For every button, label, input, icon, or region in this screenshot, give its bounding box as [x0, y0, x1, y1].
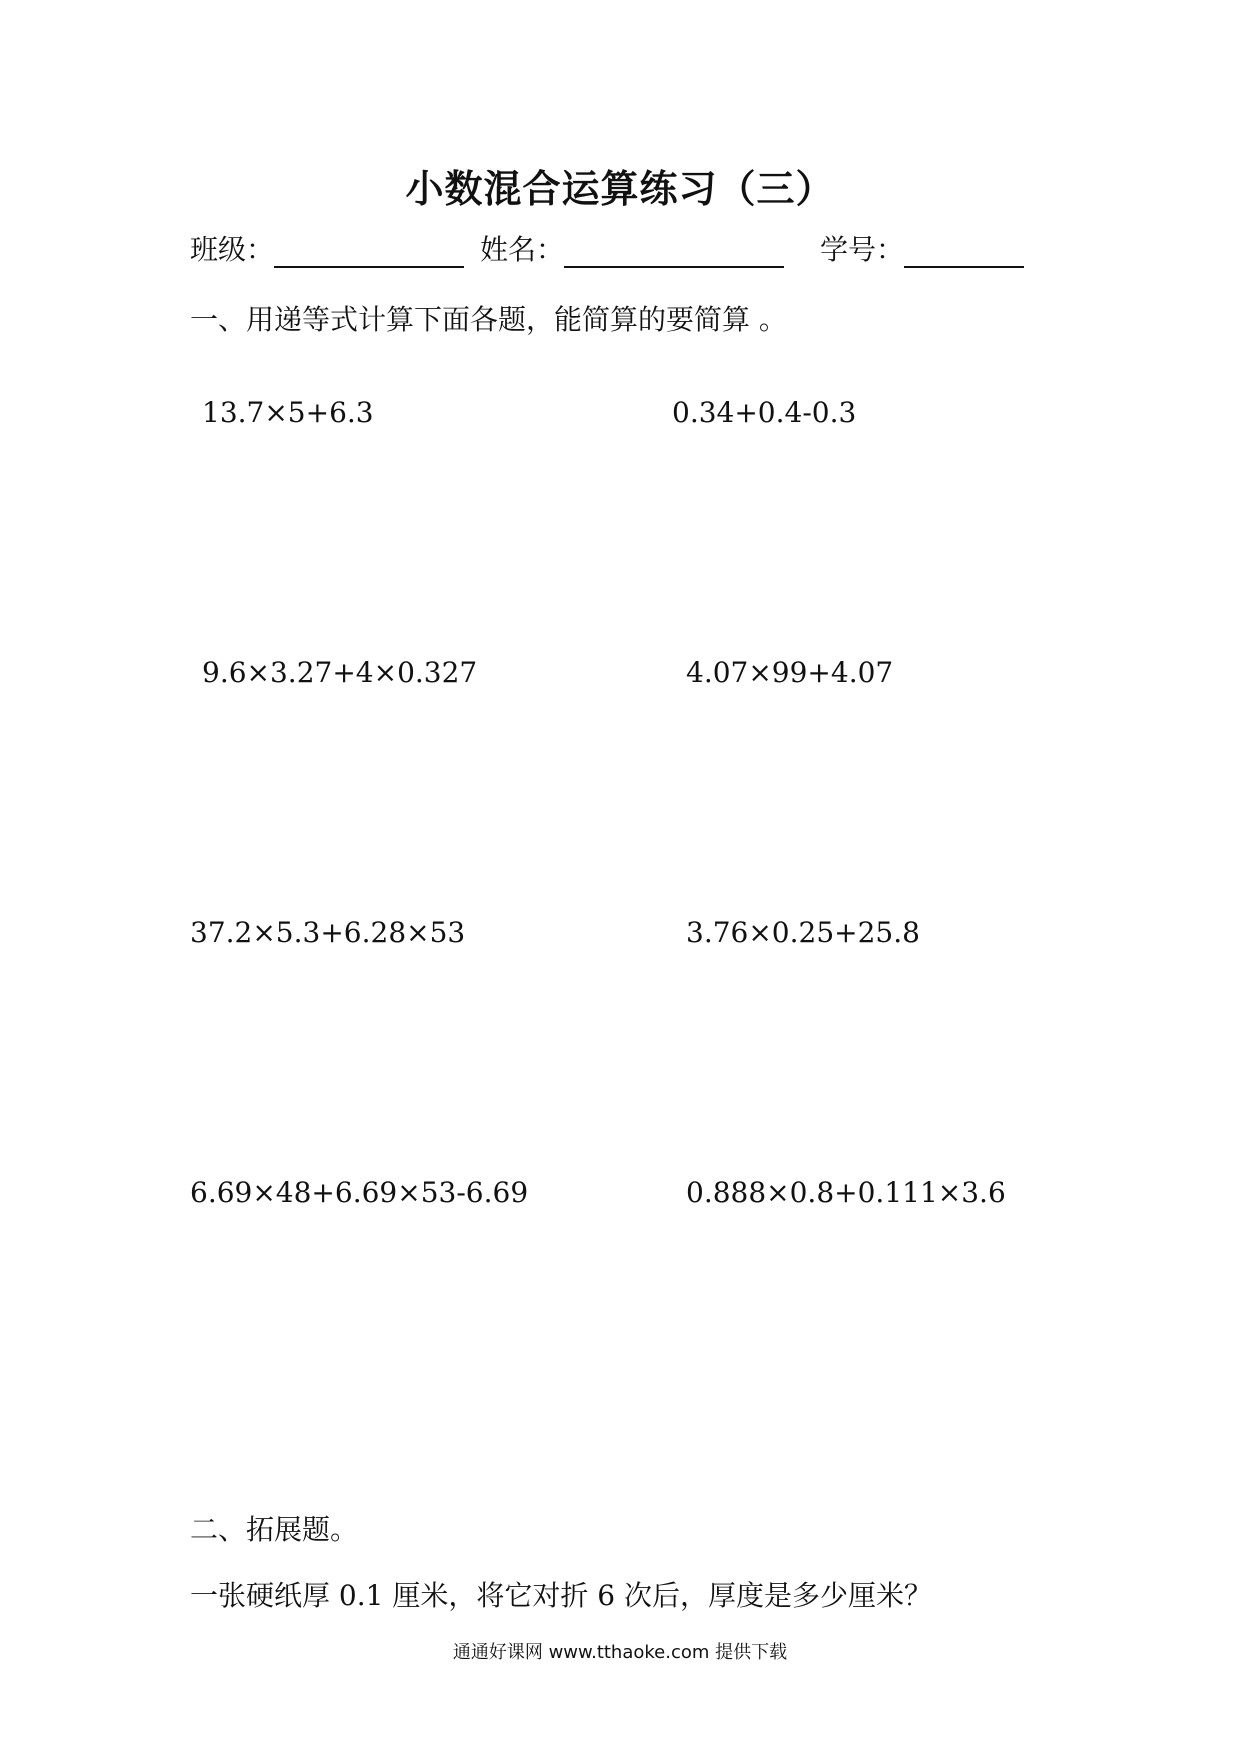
name-label: 姓名： — [480, 233, 565, 266]
extension-question: 一张硬纸厚 0.1 厘米，将它对折 6 次后，厚度是多少厘米？ — [190, 1579, 932, 1612]
student-id-blank-line — [904, 232, 1024, 268]
student-id-field — [820, 228, 1024, 268]
problem-4: 4.07×99+4.07 — [686, 656, 894, 689]
problem-5: 37.2×5.3+6.28×53 — [190, 916, 466, 949]
name-field — [480, 228, 784, 268]
problem-1: 13.7×5+6.3 — [202, 396, 374, 429]
problem-6: 3.76×0.25+25.8 — [686, 916, 920, 949]
problem-8: 0.888×0.8+0.111×3.6 — [686, 1176, 1006, 1209]
page-footer: 通通好课网 www.tthaoke.com 提供下载 — [452, 1642, 788, 1663]
class-field — [190, 228, 464, 268]
page-title: 小数混合运算练习（三） — [405, 167, 835, 211]
name-blank-line — [564, 232, 784, 268]
section-1-heading: 一、用递等式计算下面各题，能简算的要简算 。 — [190, 303, 787, 336]
class-label: 班级： — [190, 233, 275, 266]
student-id-label: 学号： — [820, 233, 905, 266]
section-2-heading: 二、拓展题。 — [190, 1513, 359, 1546]
student-info-row — [190, 228, 1070, 278]
problem-2: 0.34+0.4-0.3 — [672, 396, 857, 429]
problem-7: 6.69×48+6.69×53-6.69 — [190, 1176, 529, 1209]
class-blank-line — [274, 232, 464, 268]
problem-3: 9.6×3.27+4×0.327 — [202, 656, 478, 689]
